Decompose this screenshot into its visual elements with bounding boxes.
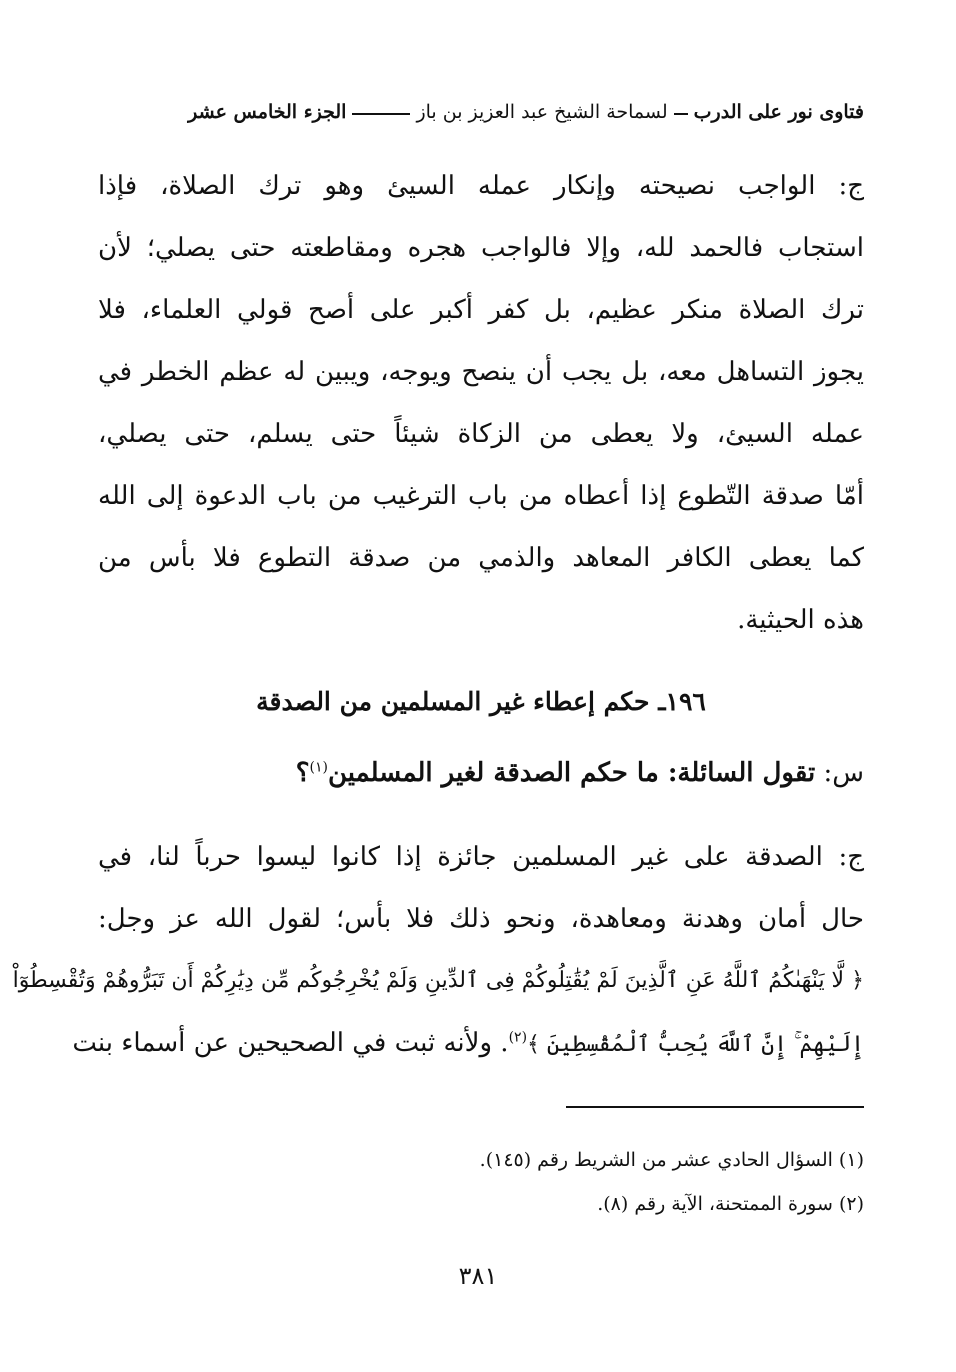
header-separator <box>352 113 410 115</box>
footnote: (٢) سورة الممتحنة، الآية رقم (٨). <box>597 1193 864 1215</box>
paragraph-line: ج: الصدقة على غير المسلمين جائزة إذا كانوا ليسوا حرباً لنا، في <box>98 842 864 872</box>
paragraph-line: ج: الواجب نصيحته وإنكار عمله السيئ وهو ترك الصلاة، فإذا <box>98 171 864 201</box>
paragraph-line: يجوز التساهل معه، بل يجب أن ينصح ويوجه، ويبين له عظم الخطر في <box>98 357 864 387</box>
question <box>98 745 864 801</box>
quran-verse-line: ﴿ لَّا يَنْهَىٰكُمُ ٱللَّهُ عَنِ ٱلَّذِينَ لَمْ يُقَٰتِلُوكُمْ فِى ٱلدِّينِ وَلَمْ يُخْرِجُوكُم مِّن دِيَٰرِكُمْ أَن تَبَرُّوهُمْ وَتُقْسِطُوٓاْ <box>12 968 864 993</box>
footnotes <box>98 1138 864 1226</box>
page-number: ٣٨١ <box>458 1262 498 1290</box>
question-prefix: س: <box>815 758 864 788</box>
paragraph-line: عمله السيئ، ولا يعطى من الزكاة شيئاً حتى يسلم، حتى يصلي، <box>98 419 864 449</box>
header-book-title: فتاوى نور على الدرب <box>693 101 864 123</box>
paragraph-line: هذه الحيثية. <box>737 605 864 635</box>
footnote-divider <box>566 1106 864 1108</box>
header-volume: الجزء الخامس عشر <box>188 101 347 123</box>
answer-paragraph <box>98 155 864 651</box>
footnote-marker: (١) <box>309 759 328 776</box>
paragraph-line <box>72 1012 864 1074</box>
paragraph-line: ترك الصلاة منكر عظيم، بل كفر أكبر على أصح قولي العلماء، فلا <box>98 295 865 325</box>
paragraph-line: حال أمان وهدنة ومعاهدة، ونحو ذلك فلا بأس؛ لقول الله عز وجل: <box>98 904 864 934</box>
paragraph-text: . ولأنه ثبت في الصحيحين عن أسماء بنت <box>72 1028 509 1058</box>
section-title: ١٩٦ـ حكم إعطاء غير المسلمين من الصدقة <box>256 687 706 716</box>
footnote: (١) السؤال الحادي عشر من الشريط رقم (١٤٥). <box>479 1149 864 1171</box>
paragraph-line: أمّا صدقة التّطوع إذا أعطاه من باب الترغيب من باب الدعوة إلى الله <box>98 481 864 511</box>
paragraph-line: كما يعطى الكافر المعاهد والذمي من صدقة التطوع فلا بأس من <box>98 543 864 573</box>
header-author: لسماحة الشيخ عبد العزيز بن باز <box>416 101 668 123</box>
question-text: تقول السائلة: ما حكم الصدقة لغير المسلمين <box>327 758 816 788</box>
running-header <box>98 92 864 132</box>
paragraph-line: استجاب فالحمد لله، وإلا فالواجب هجره ومقاطعته حتى يصلي؛ لأن <box>98 233 864 263</box>
footnote-marker: (٢) <box>508 1029 528 1046</box>
quran-verse-end: إِلَيْهِمْ ۚ إِنَّ ٱللَّهَ يُحِبُّ ٱلْمُقْسِطِينَ ﴾ <box>527 1032 864 1057</box>
header-separator <box>674 113 688 115</box>
question-mark: ؟ <box>295 758 310 788</box>
answer-paragraph <box>12 826 864 1074</box>
